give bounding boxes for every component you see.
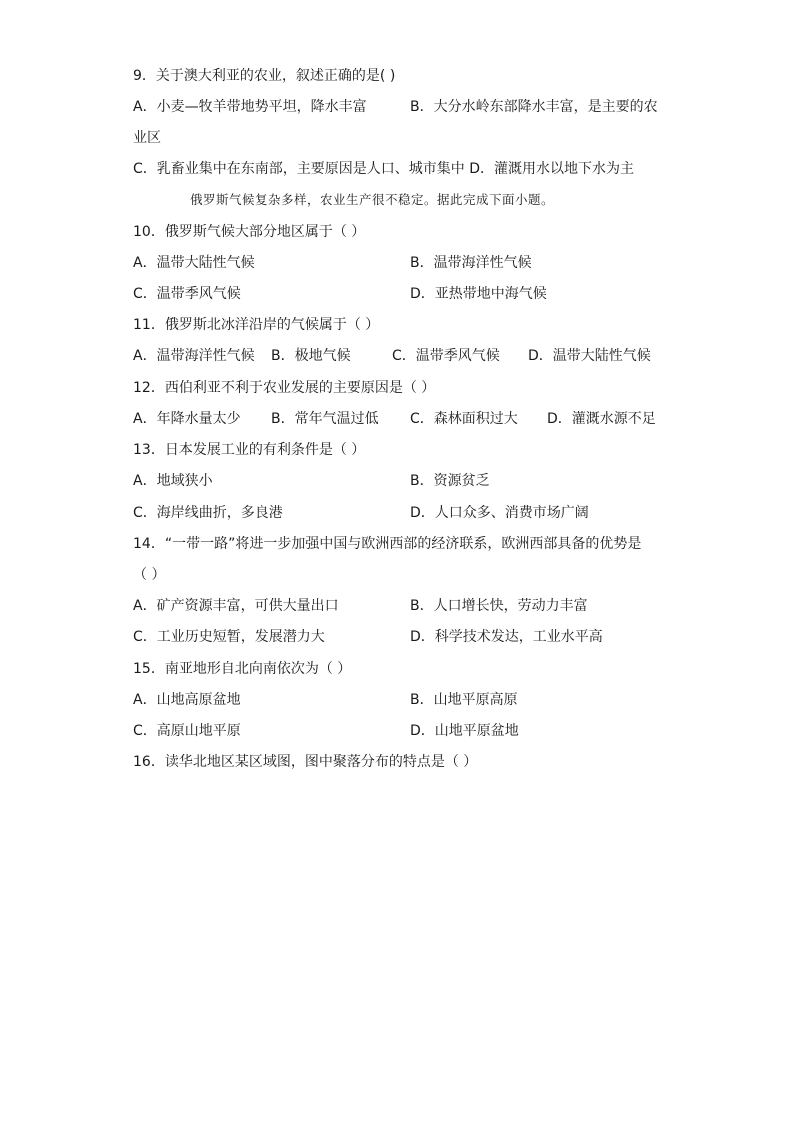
question-15-stem: 15．南亚地形自北向南依次为（ ） xyxy=(133,661,352,677)
question-15-option-c: C．高原山地平原 xyxy=(133,723,241,739)
question-14-option-d: D．科学技术发达，工业水平高 xyxy=(410,629,603,645)
question-9-option-b-continued: 业区 xyxy=(133,130,161,146)
question-13-option-b: B．资源贫乏 xyxy=(410,473,490,489)
question-13-option-a: A．地域狭小 xyxy=(133,473,213,489)
question-11-options xyxy=(133,346,651,366)
question-10-option-b: B．温带海洋性气候 xyxy=(410,255,532,271)
question-12-stem: 12．西伯利亚不利于农业发展的主要原因是（ ） xyxy=(133,380,436,396)
question-13-option-c: C．海岸线曲折，多良港 xyxy=(133,505,283,521)
context-note: 俄罗斯气候复杂多样，农业生产很不稳定。据此完成下面小题。 xyxy=(190,192,555,207)
question-15-option-b: B．山地平原高原 xyxy=(410,692,518,708)
question-15-option-a: A．山地高原盆地 xyxy=(133,692,241,708)
question-12-option-c: C．森林面积过大 xyxy=(410,411,518,427)
question-12-option-d: D．灌溉水源不足 xyxy=(547,411,656,427)
question-12-options xyxy=(133,409,656,429)
question-10-stem: 10．俄罗斯气候大部分地区属于（ ） xyxy=(133,224,366,240)
question-14-option-a: A．矿产资源丰富，可供大量出口 xyxy=(133,598,339,614)
question-14-option-c: C．工业历史短暂，发展潜力大 xyxy=(133,629,325,645)
question-9-options-cd: C．乳畜业集中在东南部，主要原因是人口、城市集中 D．灌溉用水以地下水为主 xyxy=(133,161,635,177)
question-11-option-c: C．温带季风气候 xyxy=(392,348,500,364)
question-15-option-d: D．山地平原盆地 xyxy=(410,723,519,739)
question-16-stem: 16．读华北地区某区域图，图中聚落分布的特点是（ ） xyxy=(133,754,478,770)
question-11-option-b: B．极地气候 xyxy=(271,348,351,364)
question-9-stem: 9．关于澳大利亚的农业，叙述正确的是( ) xyxy=(133,68,396,84)
question-13-stem: 13．日本发展工业的有利条件是（ ） xyxy=(133,442,366,458)
question-13-option-d: D．人口众多、消费市场广阔 xyxy=(410,505,589,521)
question-9-option-a: A．小麦—牧羊带地势平坦，降水丰富 xyxy=(133,99,367,115)
question-9-option-b: B．大分水岭东部降水丰富，是主要的农 xyxy=(410,99,658,115)
question-11-option-a: A．温带海洋性气候 xyxy=(133,348,255,364)
question-10-option-a: A．温带大陆性气候 xyxy=(133,255,255,271)
question-14-option-b: B．人口增长快，劳动力丰富 xyxy=(410,598,588,614)
question-11-option-d: D．温带大陆性气候 xyxy=(528,348,651,364)
question-14-stem: 14．“一带一路”将进一步加强中国与欧洲西部的经济联系，欧洲西部具备的优势是 xyxy=(133,536,642,552)
question-10-option-c: C．温带季风气候 xyxy=(133,286,241,302)
question-14-stem-continued: （ ） xyxy=(133,567,166,583)
question-11-stem: 11．俄罗斯北冰洋沿岸的气候属于（ ） xyxy=(133,317,380,333)
question-12-option-a: A．年降水量太少 xyxy=(133,411,241,427)
question-10-option-d: D．亚热带地中海气候 xyxy=(410,286,547,302)
question-12-option-b: B．常年气温过低 xyxy=(271,411,379,427)
